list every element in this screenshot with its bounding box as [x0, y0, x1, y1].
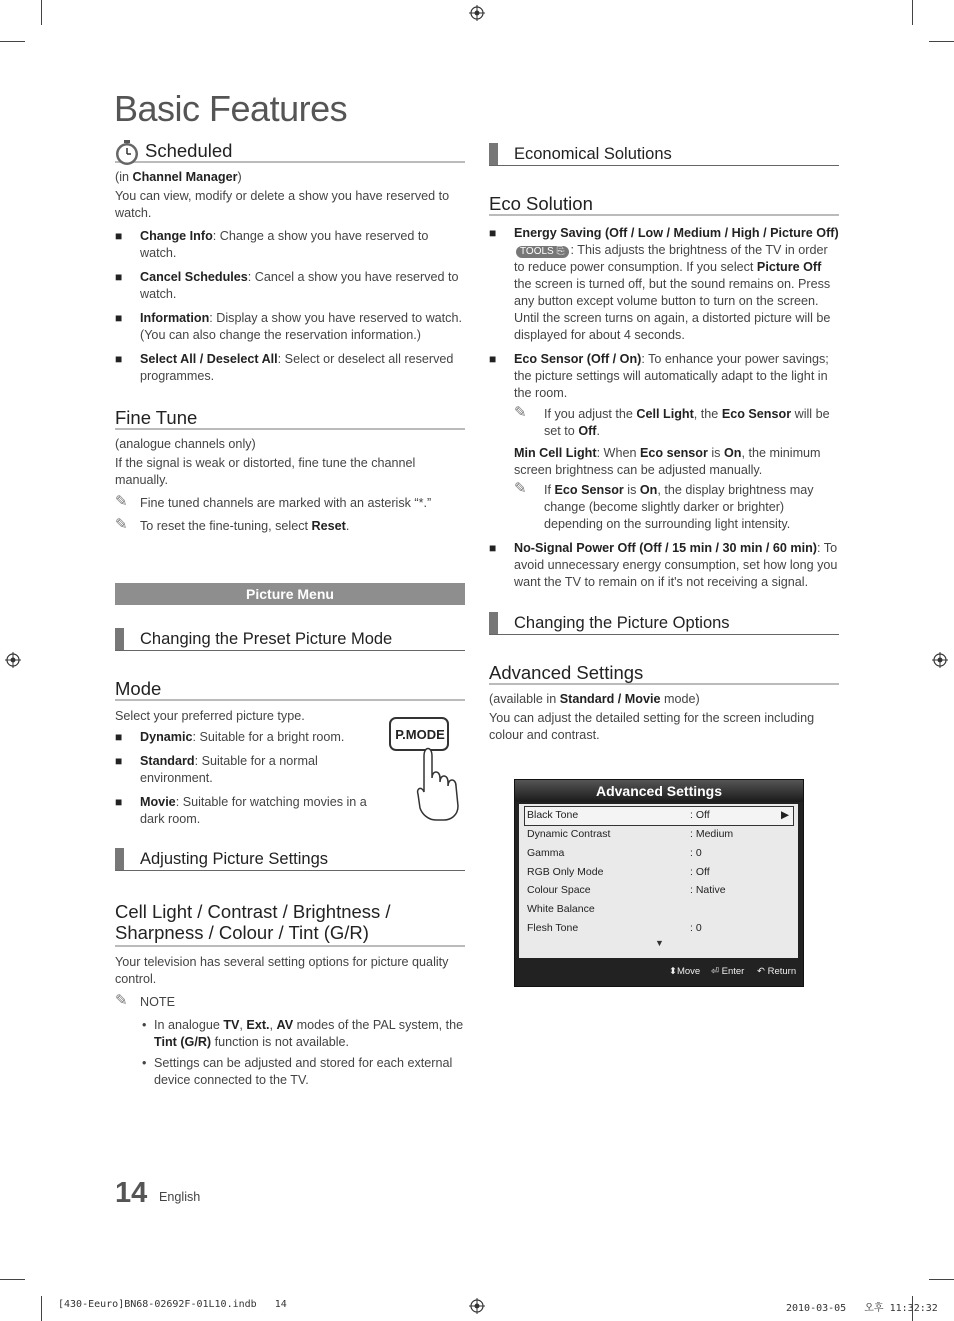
note: ✎ Fine tuned channels are marked with an asterisk “*.” — [115, 493, 432, 510]
pencil-icon: ✎ — [115, 992, 128, 1009]
page-title: Basic Features — [114, 88, 348, 129]
updown-icon: ⬍ — [669, 966, 677, 977]
advanced-heading: Advanced Settings — [489, 664, 839, 685]
pmode-button-label: P.MODE — [395, 727, 445, 742]
crop-mark — [0, 1279, 25, 1280]
list-item: ■ No-Signal Power Off (Off / 15 min / 30 min / 60 min): To avoid unnecessary energy consumption, set how long you want the TV to remain on if it's not receiving a signal. — [489, 540, 839, 591]
osd-row[interactable]: Gamma : 0 — [527, 847, 702, 859]
enter-icon: ⏎ — [711, 966, 719, 977]
changing-preset-heading: Changing the Preset Picture Mode — [115, 628, 465, 651]
mode-heading: Mode — [115, 680, 465, 701]
cell-light-intro: Your television has several setting options for picture quality control. — [115, 955, 449, 986]
eco-solution-heading: Eco Solution — [489, 195, 839, 216]
pencil-icon: ✎ — [115, 493, 128, 510]
scheduled-heading — [115, 142, 465, 163]
osd-title: Advanced Settings — [515, 780, 803, 802]
fine-tune-sub: (analogue channels only) — [115, 437, 256, 451]
note: ✎ To reset the fine-tuning, select Reset. — [115, 516, 350, 533]
osd-row[interactable]: RGB Only Mode : Off — [527, 866, 710, 878]
print-footer-left: [430-Eeuro]BN68-02692F-01L10.indb 14 — [58, 1299, 287, 1310]
osd-row[interactable]: Dynamic Contrast : Medium — [527, 828, 734, 840]
adjusting-heading: Adjusting Picture Settings — [115, 848, 465, 871]
fine-tune-intro: If the signal is weak or distorted, fine tune the channel manually. — [115, 456, 416, 487]
advanced-availability: (available in Standard / Movie mode) — [489, 692, 700, 706]
note: ✎ If Eco Sensor is On, the display brightness may change (become slightly darker or brighter) depending on the surrounding light intensity. — [514, 480, 814, 531]
note: ✎ NOTE — [115, 992, 175, 1009]
changing-options-heading: Changing the Picture Options — [489, 612, 839, 635]
osd-row[interactable]: Flesh Tone : 0 — [527, 922, 702, 934]
enter-hint: ⏎ Enter — [711, 966, 745, 977]
return-icon: ↶ — [757, 966, 765, 977]
left-column — [115, 142, 465, 535]
list-item: ■ Standard: Suitable for a normal environment. — [115, 753, 377, 787]
list-item: ■ Dynamic: Suitable for a bright room. — [115, 729, 377, 746]
advanced-intro: You can adjust the detailed setting for the screen including colour and contrast. — [489, 711, 815, 742]
registration-mark-icon — [469, 1298, 485, 1314]
list-item: ■ Energy Saving (Off / Low / Medium / High / Picture Off) TOOLS ⎘ : This adjusts the brightness of the TV in order to reduce power consumption. If you select Picture Off the screen is turned off, but the sound remains on. Press any button except volume button to turn on the screen. Until the screen turns on again, a distorted picture will be displayed for about 4 seconds. — [489, 225, 839, 344]
crop-mark — [912, 0, 913, 25]
crop-mark — [929, 41, 954, 42]
registration-mark-icon — [5, 652, 21, 668]
scheduled-title: Scheduled — [145, 140, 233, 161]
list-item: ■ Change Info: Change a show you have reserved to watch. — [115, 228, 465, 262]
crop-mark — [929, 1279, 954, 1280]
clock-icon — [115, 140, 139, 166]
scheduled-context: (in Channel Manager) — [115, 170, 242, 184]
page-language: English — [159, 1190, 201, 1204]
pencil-icon: ✎ — [514, 480, 527, 497]
pencil-icon: ✎ — [115, 516, 128, 533]
crop-mark — [41, 0, 42, 25]
crop-mark — [0, 41, 25, 42]
crop-mark — [41, 1296, 42, 1321]
page-number: 14 — [115, 1177, 148, 1209]
list-item: ■ Movie: Suitable for watching movies in a dark room. — [115, 794, 377, 828]
list-item: ■ Select All / Deselect All: Select or deselect all reserved programmes. — [115, 351, 465, 385]
scheduled-intro: You can view, modify or delete a show you have reserved to watch. — [115, 189, 450, 220]
osd-row-black-tone[interactable]: Black Tone : Off ▶ — [527, 806, 792, 824]
note: ✎ If you adjust the Cell Light, the Eco Sensor will be set to Off. — [514, 404, 830, 438]
mode-intro: Select your preferred picture type. — [115, 709, 305, 723]
bullet-item: • In analogue TV, Ext., AV modes of the PAL system, the Tint (G/R) function is not available. — [140, 1017, 465, 1051]
registration-mark-icon — [469, 5, 485, 21]
osd-menu — [519, 804, 798, 958]
economical-heading: Economical Solutions — [489, 143, 839, 166]
cell-light-heading: Cell Light / Contrast / Brightness / Sharpness / Colour / Tint (G/R) — [115, 901, 465, 947]
osd-footer — [515, 958, 803, 986]
return-hint: ↶ Return — [757, 966, 797, 977]
list-item: ■ Cancel Schedules: Cancel a show you have reserved to watch. — [115, 269, 465, 303]
list-item: ■ Information: Display a show you have reserved to watch. (You can also change the reservation information.) — [115, 310, 465, 344]
right-column — [489, 143, 839, 744]
arrow-right-icon: ▶ — [781, 809, 790, 821]
pencil-icon: ✎ — [514, 404, 527, 421]
fine-tune-heading: Fine Tune — [115, 409, 465, 430]
scroll-down-icon[interactable]: ▼ — [655, 938, 664, 948]
registration-mark-icon — [932, 652, 948, 668]
advanced-settings-osd — [514, 779, 804, 987]
osd-row[interactable]: Colour Space : Native — [527, 884, 726, 896]
tools-badge: TOOLS ⎘ — [516, 246, 569, 258]
bullet-item: • Settings can be adjusted and stored for each external device connected to the TV. — [140, 1055, 465, 1089]
osd-row[interactable]: White Balance — [527, 903, 595, 915]
min-cell-light: Min Cell Light: When Eco sensor is On, the minimum screen brightness can be adjusted manually. — [514, 446, 821, 477]
print-footer-right: 2010-03-05 오후 11:32:32 — [786, 1303, 938, 1314]
move-hint: ⬍Move — [669, 966, 701, 977]
picture-menu-banner: Picture Menu — [115, 583, 465, 605]
list-item: ■ Eco Sensor (Off / On): To enhance your power savings; the picture settings will automatically adapt to the light in the room. ✎ If you adjust the Cell Light, the Eco Sensor will be set to Off. Min Cell Light: When Eco sensor is On, the minimum screen brightness can be adjusted manually. ✎ If Eco Sensor is On, the display brightness may change (become slightly darker or brighter) depending on the surrounding light intensity. — [489, 351, 839, 533]
left-column-lower — [115, 628, 465, 1089]
